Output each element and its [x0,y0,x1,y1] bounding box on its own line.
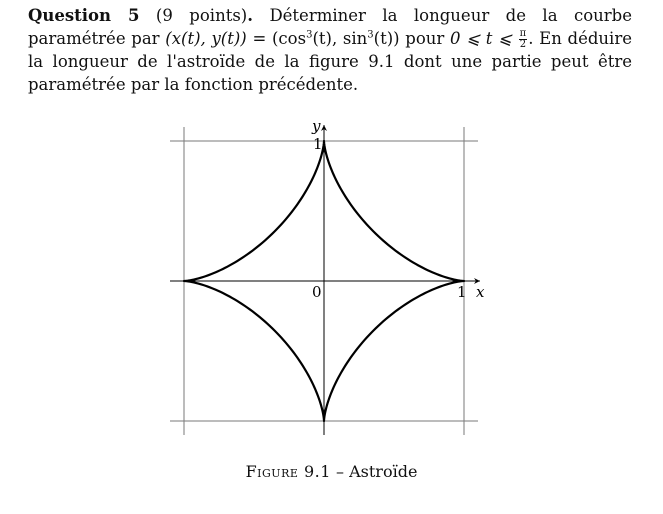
caption-separator: – [330,462,350,481]
word-pour: pour [399,29,451,48]
caption-text: Astroïde [349,462,418,481]
y-axis-label: y [312,117,321,135]
y-tick-label: 1 [313,135,323,153]
caption-label: Figure 9.1 [245,462,331,481]
param-mid: (t), sin [312,29,368,48]
exponent-cos: 3 [306,29,313,41]
question-rest: . En déduire la longueur de l'astroïde de la figure 9.1 dont une partie peut être paramétrée par la fonction précédente. [28,29,632,94]
question-dot: . [247,6,253,25]
param-end: (t)) [373,29,400,48]
question-intro: Déterminer la longueur de la courbe paramétrée par [28,6,632,48]
param-cos: (cos [271,29,307,48]
fraction-denominator: 2 [519,39,527,50]
question-points: (9 points) [155,6,248,25]
param-range: 0 ⩽ t ⩽ [450,29,518,48]
x-axis-label: x [476,283,485,301]
question-number: Question 5 [28,6,140,25]
origin-label: 0 [312,283,322,301]
x-tick-label: 1 [457,283,467,301]
axes [170,125,480,435]
figure-caption [0,462,663,481]
param-lhs: (x(t), y(t)) [165,29,247,48]
param-eq: = [246,29,272,48]
exponent-sin: 3 [367,29,374,41]
fraction-numerator: π [519,28,527,39]
